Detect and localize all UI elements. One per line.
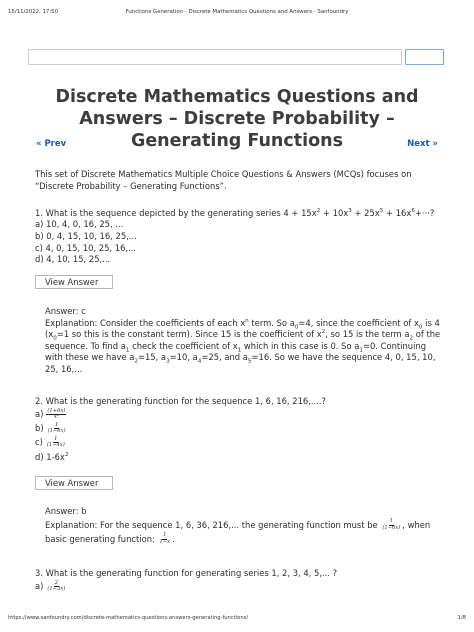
- next-link[interactable]: Next »: [407, 139, 438, 149]
- answer-1-label: Answer: c: [45, 306, 86, 316]
- page-title: Discrete Mathematics Questions and Answers – Discrete Probability – Generating Functions: [55, 87, 419, 151]
- question-3-option-a: a) $\frac{2}{(1-3x)}$: [35, 579, 66, 593]
- question-1-option-a: a) 10, 4, 0, 16, 25, ...: [35, 219, 124, 230]
- question-1-option-d: d) 4, 10, 15, 25,...: [35, 254, 111, 265]
- search-button[interactable]: [405, 49, 444, 65]
- answer-1-explanation: Explanation: Consider the coefficients of each $x^n$ term. So $a_0=4$, since the coefficient of $x_0$ is 4 ($x_0=1$ so this is the constant term). Since 15 is the coefficient of $x^2$, so 15 is the term $a_2$ of the sequence. To find $a_1$ check the coefficient of $x_1$ which in this case is 0. So $a_1=0$. Continuing with these we have $a_2=15$, $a_3=10$, $a_4=25$, and $a_5=16$. So we have the sequence 4, 0, 15, 10, 25, 16,...: [45, 317, 441, 374]
- print-footer: [8, 615, 466, 623]
- question-1-option-b: b) 0, 4, 15, 10, 16, 25,...: [35, 230, 137, 241]
- question-3: [35, 568, 441, 594]
- question-1: [35, 206, 441, 266]
- answer-2: [45, 506, 443, 546]
- print-page-title: Functions Generation - Discrete Mathematics Questions and Answers - Sanfoundry: [125, 9, 349, 15]
- view-answer-button-1[interactable]: View Answer: [35, 275, 113, 289]
- intro-paragraph: This set of Discrete Mathematics Multiple Choice Questions & Answers (MCQs) focuses on “Discrete Probability – Generating Functions”.: [35, 169, 412, 191]
- question-2: [35, 396, 441, 463]
- print-header: [8, 9, 466, 17]
- question-1-option-c: c) 4, 0, 15, 10, 25, 16,...: [35, 242, 137, 253]
- question-2-option-b: b) $\frac{1}{(1-6x)}$: [35, 421, 66, 435]
- answer-2-explanation: Explanation: For the sequence 1, 6, 36, 216,... the generating function must be $\frac{1}{(1-6x)}$ , when basic generating function: $\frac{1}{1-x}$ .: [45, 518, 431, 545]
- question-3-text: 3. What is the generating function for generating series 1, 2, 3, 4, 5,... ?: [35, 568, 338, 578]
- question-2-option-c: c) $\frac{1}{(1-4x)}$: [35, 435, 65, 449]
- print-page-number: 1/8: [457, 615, 466, 621]
- search-bar: [28, 49, 444, 65]
- print-date: 15/11/2022, 17:50: [8, 9, 59, 15]
- question-2-text: 2. What is the generating function for the sequence 1, 6, 16, 216,....?: [35, 396, 326, 406]
- question-1-text: 1. What is the sequence depicted by the generating series $4 + 15x^2 + 10x^3 + 25x^5 + 16x^6+\cdot\cdot\cdot$?: [35, 207, 435, 218]
- print-url: https://www.sanfoundry.com/discrete-mathematics-questions-answers-generating-functions/: [8, 615, 249, 621]
- prev-link[interactable]: « Prev: [36, 139, 67, 149]
- search-input[interactable]: [28, 49, 402, 65]
- answer-2-label: Answer: b: [45, 506, 87, 516]
- question-2-option-d: d) $1-6x^2$: [35, 451, 69, 462]
- view-answer-button-2[interactable]: View Answer: [35, 476, 113, 490]
- answer-1: [45, 306, 443, 376]
- question-2-option-a: a) $\frac{(1+6x)}{\text{x³}}$: [35, 407, 66, 421]
